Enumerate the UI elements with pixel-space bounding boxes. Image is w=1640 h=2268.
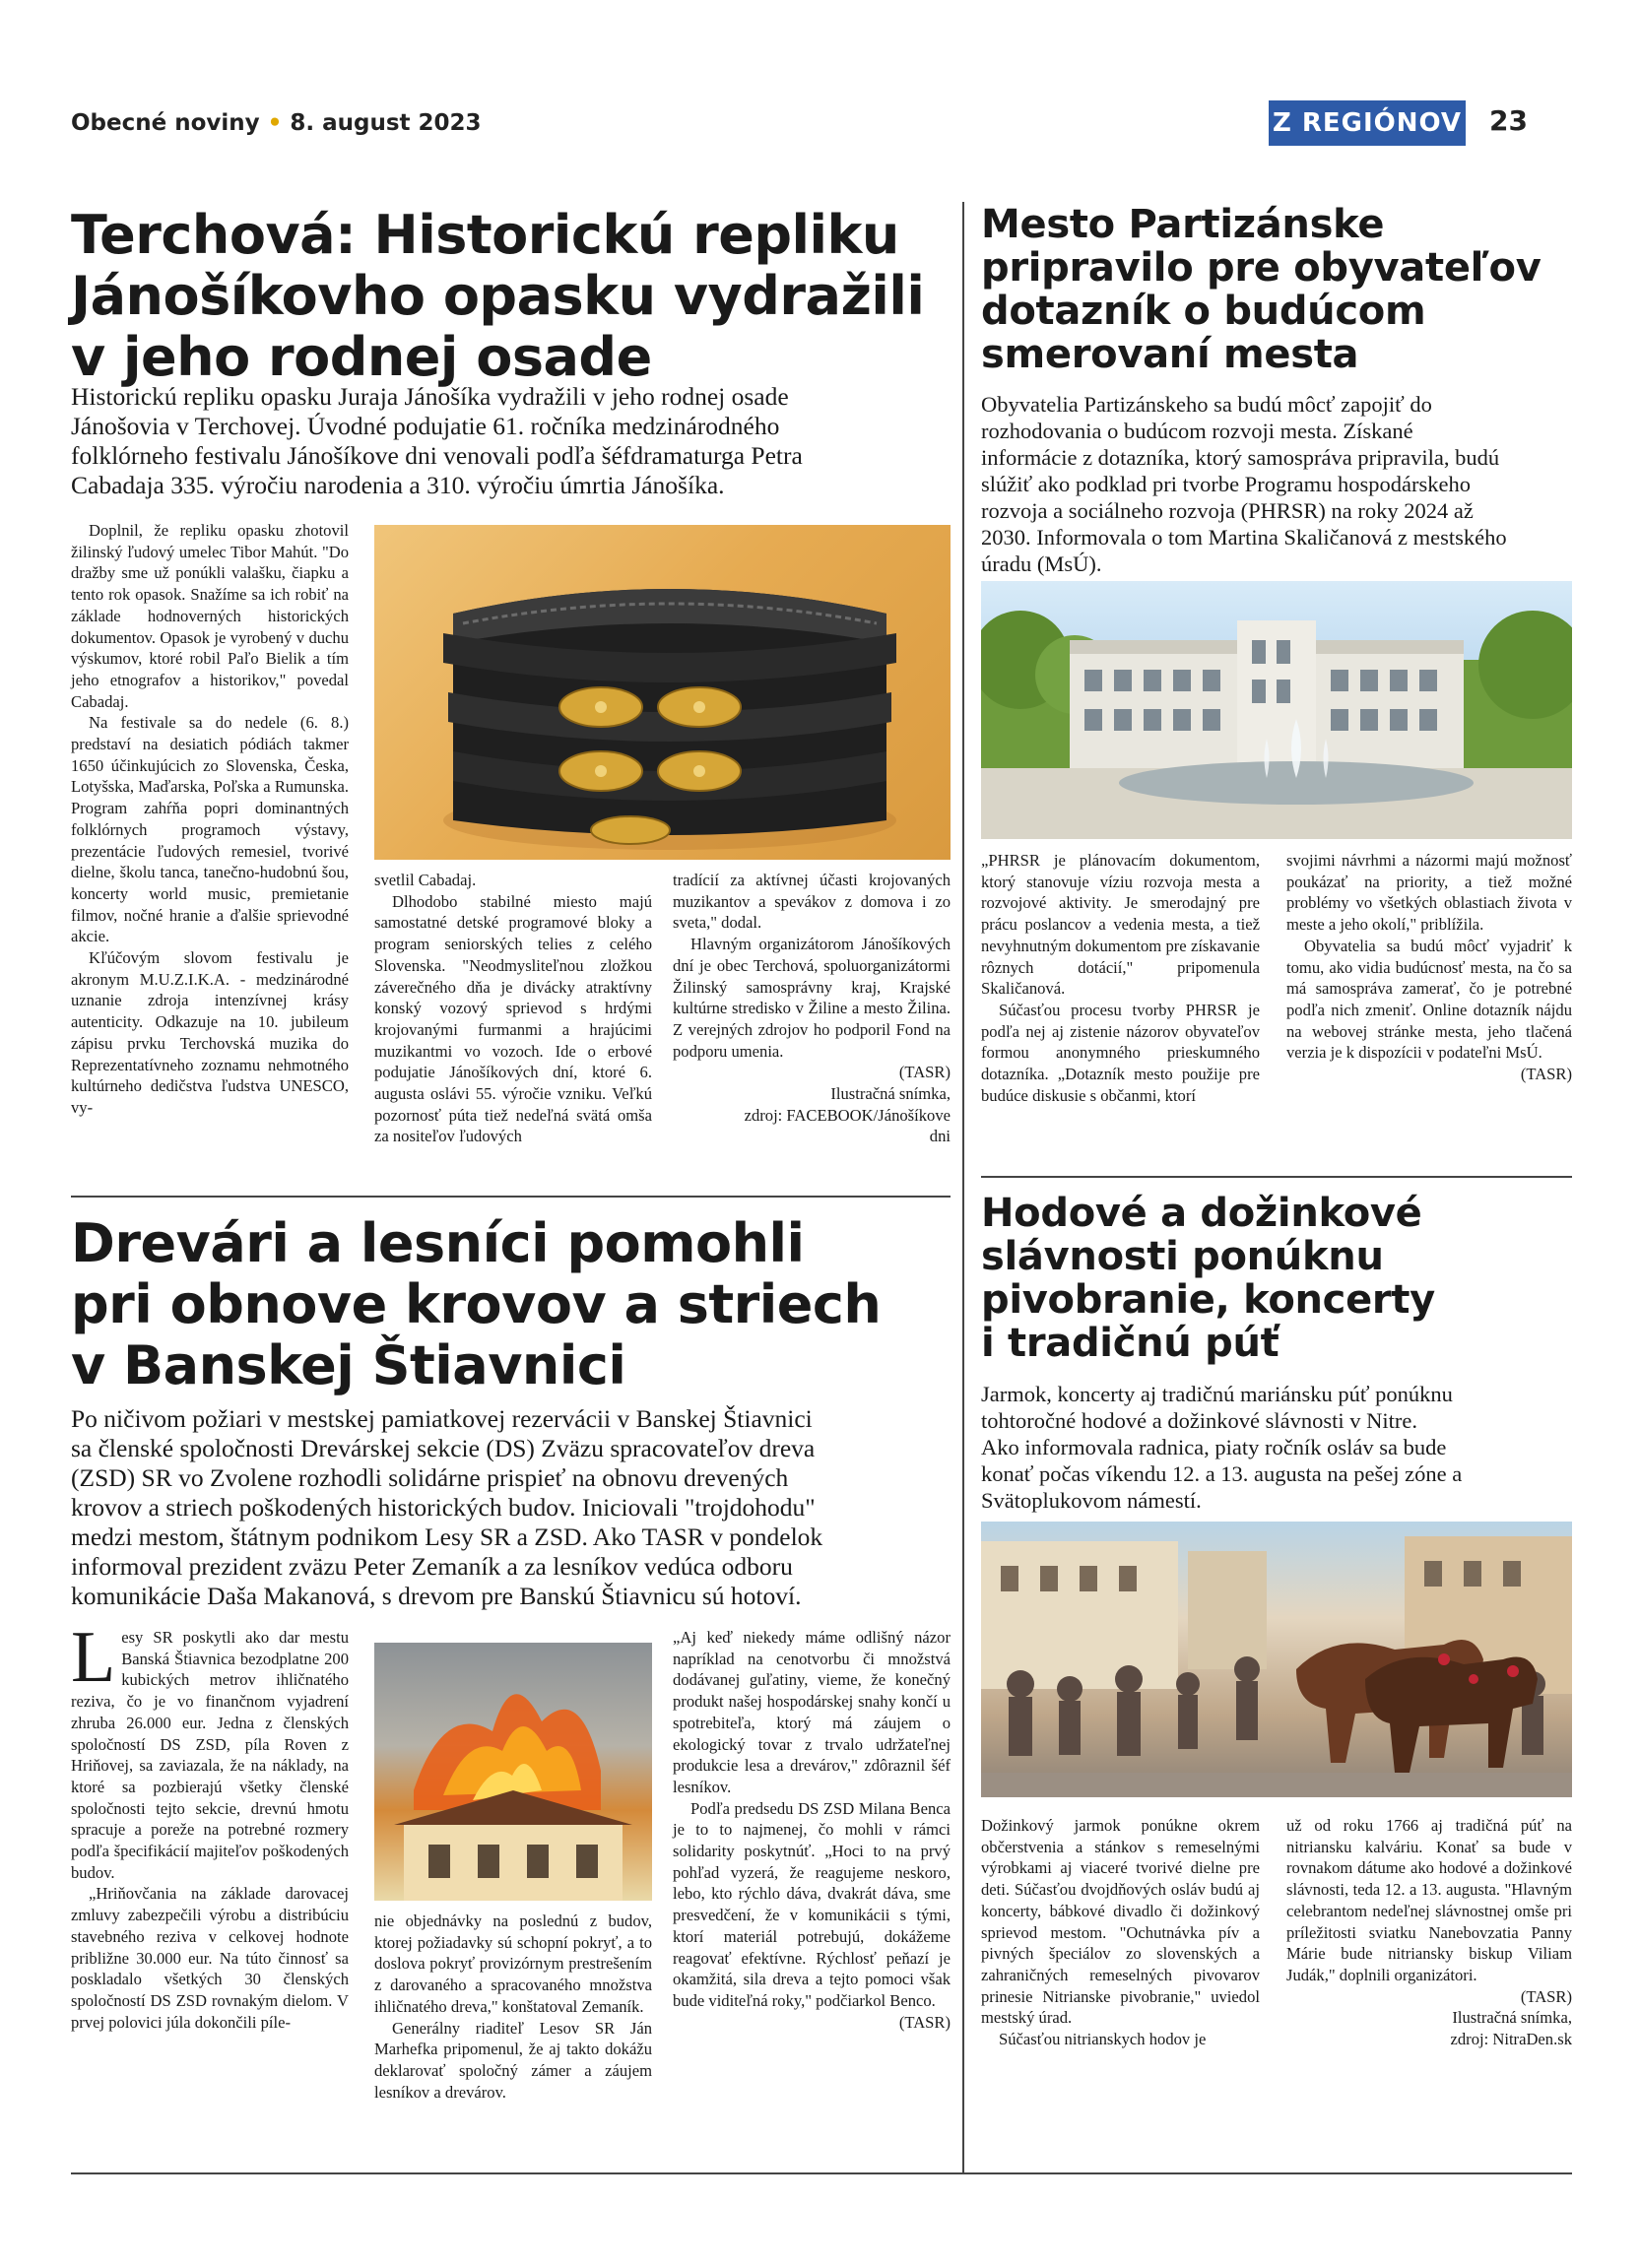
lead-line: (ZSD) SR vo Zvolene rozhodli solidárne prispieť na obnovu drevených	[71, 1463, 789, 1492]
lead-line: rozhodovania o budúcom rozvoji mesta. Získané	[981, 419, 1413, 443]
credit-line: Ilustračná snímka,	[1452, 2008, 1572, 2028]
lead-line: rozvoja a sociálneho rozvoja (PHRSR) na roky 2024 až	[981, 498, 1474, 523]
title-line: Mesto Partizánske	[981, 202, 1385, 247]
title-line: pripravilo pre obyvateľov	[981, 245, 1542, 291]
title-line: Drevári a lesníci pomohli	[71, 1212, 805, 1274]
page-number: 23	[1489, 104, 1528, 137]
lead-line: Jánošovia v Terchovej. Úvodné podujatie 61. ročníka medzinárodného	[71, 412, 780, 440]
paragraph: nie objednávky na poslednú z budov, ktorej požiadavky sú schopní pokryť, a to doslova pokryť provizórnym prestrešením z darovaného a spracovaného množstva ihličnatého dreva," konštatoval Zemaník.	[374, 1912, 652, 2016]
credit-line: Ilustračná snímka,	[830, 1084, 951, 1104]
title-line: pivobranie, koncerty	[981, 1277, 1435, 1323]
article-text-terchova-col2	[374, 870, 652, 1147]
paragraph: Dlhodobo stabilné miesto majú samostatné detské programové bloky a program seniorských telies z celého Slovenska. "Neodmysliteľnou zložkou záverečného dňa je divácky atraktívny konský vozový sprievod s hrdými krojovanými furmanmi a hrajúcimi muzikantmi vo vozoch. Ide o erbové podujatie Jánošíkových dní, ktoré 6. augusta oslávi 55. výročie vzniku. Veľkú pozornosť púta tiež nedeľná svätá omša za nositeľov ľudových	[374, 891, 652, 1146]
lead-line: konať počas víkendu 12. a 13. augusta na pešej zóne a	[981, 1461, 1463, 1486]
paragraph: tradícií za aktívnej účasti krojovaných muzikantov a spevákov z domova i zo sveta," dodal.	[673, 871, 951, 933]
column-divider	[962, 202, 964, 2174]
article-lead-nitra	[981, 1381, 1572, 1514]
city-hall-illustration	[981, 581, 1572, 839]
lead-line: Jarmok, koncerty aj tradičnú mariánsku púť ponúknu	[981, 1382, 1453, 1406]
credit-line: (TASR)	[1520, 1986, 1572, 2006]
credit-line: dni	[929, 1127, 951, 1146]
article-text-drevari-col3	[673, 1627, 951, 2033]
credit-line: (TASR)	[898, 1063, 951, 1082]
title-line: Hodové a dožinkové	[981, 1191, 1422, 1236]
article-title-nitra	[981, 1192, 1572, 1365]
section-divider-right	[981, 1176, 1572, 1178]
paragraph: Obyvatelia sa budú môcť vyjadriť k tomu, ako vidia budúcnosť mesta, na čo sa má samospráva zamerať, čo je potrebné podľa nich zmeniť. Online dotazník nájdu na webovej stránke mesta, jeho tlačená verzia je k dispozícii v podateľni MsÚ.	[1286, 936, 1572, 1063]
paragraph: Generálny riaditeľ Lesov SR Ján Marhefka pripomenul, že aj takto dokážu deklarovať spoločný zámer a záujem lesníkov a drevárov.	[374, 2018, 652, 2102]
drop-cap: L	[71, 1617, 116, 1698]
paragraph-text: esy SR poskytli ako dar mestu Banská Štiavnica bezodplatne 200 kubických metrov ihličnatého reziva, čo je vo finančnom vyjadrení zhruba 26.000 eur. Jedna z členských spoločností DS ZSD, píla Roven z Hriňovej, sa zaviazala, že na náklady, na ktoré sa pozbierajú všetky členské spoločnosti tejto sekcie, drevnú hmotu spracuje a poreže na potrebné rozmery podľa špecifikácií majiteľov poškodených budov.	[71, 1628, 349, 1882]
title-line: smerovaní mesta	[981, 332, 1359, 377]
article-text-nitra-col2	[1286, 1815, 1572, 2050]
lead-line: slúžiť ako podklad pri tvorbe Programu hospodárskeho	[981, 472, 1472, 496]
belt-photo	[374, 525, 951, 860]
lead-line: Historickú repliku opasku Juraja Jánošíka vydražili v jeho rodnej osade	[71, 382, 789, 411]
belt-illustration	[374, 525, 951, 860]
title-line: slávnosti ponúknu	[981, 1234, 1384, 1279]
lead-line: tohtoročné hodové a dožinkové slávnosti v Nitre.	[981, 1408, 1418, 1433]
city-hall-photo	[981, 581, 1572, 839]
horse-carriage-illustration	[981, 1522, 1572, 1797]
lead-line: komunikácie Daša Makanová, s drevom pre Banskú Štiavnicu sú hotoví.	[71, 1582, 802, 1610]
masthead	[71, 110, 482, 136]
credit-line: (TASR)	[1520, 1065, 1572, 1084]
paragraph: „Hriňovčania na základe darovacej zmluvy zabezpečili výrobu a distribúciu stavebného reziva v celkovej hodnote približne 30.000 eur. Na túto činnosť sa poskladalo všetkých 30 členských spoločností DS ZSD rovnakým dielom. V prvej polovici júla dokončili píle-	[71, 1884, 349, 2032]
lead-line: Cabadaja 335. výročiu narodenia a 310. výročiu úmrtia Jánošíka.	[71, 471, 725, 499]
paragraph: „PHRSR je plánovacím dokumentom, ktorý stanovuje víziu rozvoja mesta a rozvojové aktivity. Je smerodajný pre prácu poslancov a vedenia mesta, a tiež nevyhnutným dokumentom pre získavanie rôznych dotácií," pripomenula Skaličanová.	[981, 851, 1260, 999]
title-line: v Banskej Štiavnici	[71, 1334, 626, 1396]
paragraph: Doplnil, že repliku opasku zhotovil žilinský ľudový umelec Tibor Mahút. "Do dražby sme už ponúkli valašku, čiapku a tento rok opasok. Snažíme sa ich robiť na základe hodnoverných historických dokumentov. Opasok je vyrobený v duchu výskumov, ktoré robil Paľo Bielik a tím jeho etnografov a historikov," povedal Cabadaj.	[71, 521, 349, 711]
article-text-partizanske-col1	[981, 850, 1260, 1106]
title-line: Jánošíkovho opasku vydražili	[71, 265, 925, 327]
paragraph: Súčasťou procesu tvorby PHRSR je podľa nej aj zistenie názorov obyvateľov formou anonymného prieskumného dotazníka. „Dotazník mesto použije pre budúce diskusie s občanmi, ktorí	[981, 1000, 1260, 1105]
lead-line: folklórneho festivalu Jánošíkove dni venovali podľa šéfdramaturga Petra	[71, 441, 803, 470]
lead-line: medzi mestom, štátnym podnikom Lesy SR a ZSD. Ako TASR v pondelok	[71, 1523, 823, 1551]
title-line: dotazník o budúcom	[981, 289, 1426, 334]
separator-dot: •	[267, 110, 283, 136]
page-bottom-rule	[71, 2172, 1572, 2174]
paragraph: svojimi návrhmi a názormi majú možnosť poukázať na priority, a tiež možné problémy vo všetkých oblastiach života v meste a jeho okolí," priblížila.	[1286, 851, 1572, 935]
article-text-nitra-col1	[981, 1815, 1260, 2050]
paragraph: Kľúčovým slovom festivalu je akronym M.U.Z.I.K.A. - medzinárodné uznanie zdroja intenzívnej krásy autenticity. Odkazuje na 10. jubileum zápisu prvku Terchovská muzika do Reprezentatívneho zoznamu nehmotného kultúrneho dedičstva ľudstva UNESCO, vy-	[71, 948, 349, 1117]
title-line: pri obnove krovov a striech	[71, 1273, 882, 1335]
publication-name: Obecné noviny	[71, 110, 260, 136]
credit-line: zdroj: FACEBOOK/Jánošíkove	[744, 1105, 951, 1125]
lead-line: informácie z dotazníka, ktorý samospráva pripravila, budú	[981, 445, 1500, 470]
article-title-partizanske	[981, 203, 1572, 376]
title-line: v jeho rodnej osade	[71, 326, 652, 388]
paragraph: Podľa predsedu DS ZSD Milana Benca je to to najmenej, čo mohli v rámci solidarity poskytnúť. „Hoci to na prvý pohľad vyzerá, že reagujeme neskoro, lebo, kto rýchlo dáva, dvakrát dáva, sme presvedčení, že v komunikácii s tými, ktorí materiál potrebujú, dokážeme reagovať efektívne. Rýchlosť peňazí je okamžitá, sila dreva a tejto pomoci však bude viditeľná roky," podčiarkol Benco.	[673, 1798, 951, 2010]
paragraph: Súčasťou nitrianskych hodov je	[999, 2030, 1207, 2049]
paragraph: Na festivale sa do nedele (6. 8.) predstaví na desiatich pódiách takmer 1650 účinkujúcich zo Slovenska, Česka, Lotyšska, Maďarska, Poľska a Rumunska. Program zahŕňa popri dominantných folklórnych programoch výstavy, prezentácie ľudových remesiel, tvorivé dielne, školu tanca, tanečno-hudobnú šou, koncerty world music, premietanie filmov, nočné hranie a ďalšie sprievodné akcie.	[71, 713, 349, 946]
paragraph: už od roku 1766 aj tradičná púť na nitriansku kalváriu. Konať sa bude v rovnakom dátume ako hodové a dožinkové slávnosti, teda 12. a 13. augusta. "Hlavným celebrantom nedeľnej slávnostnej omše pri príležitosti sviatku Nanebovzatia Panny Márie bude nitriansky biskup Viliam Judák," doplnili organizátori.	[1286, 1816, 1572, 1984]
paragraph: svetlil Cabadaj.	[374, 871, 477, 889]
article-text-drevari-col2	[374, 1911, 652, 2103]
lead-line: 2030. Informovala o tom Martina Skaličanová z mestského	[981, 525, 1507, 550]
article-lead-terchova	[71, 382, 957, 500]
lead-line: úradu (MsÚ).	[981, 551, 1102, 576]
paragraph: „Aj keď niekedy máme odlišný názor napríklad na cenotvorbu či množstvá dodávanej guľatiny, vieme, že konečný produkt našej hospodárskej snahy končí u spotrebiteľa, ktorý má záujem o ekologický tovar z trvalo udržateľnej produkcie lesa a drevárov," zdôraznil šéf lesníkov.	[673, 1628, 951, 1796]
lead-line: Svätoplukovom námestí.	[981, 1488, 1202, 1513]
article-lead-drevari	[71, 1404, 957, 1611]
article-text-partizanske-col2	[1286, 850, 1572, 1085]
article-lead-partizanske	[981, 391, 1572, 577]
lead-line: Ako informovala radnica, piaty ročník osláv sa bude	[981, 1435, 1447, 1459]
title-line: Terchová: Historickú repliku	[71, 204, 899, 266]
fire-photo	[374, 1643, 652, 1901]
lead-line: sa členské spoločnosti Drevárskej sekcie (DS) Zväzu spracovateľov dreva	[71, 1434, 816, 1462]
paragraph: Dožinkový jarmok ponúkne okrem občerstvenia a stánkov s remeselnými výrobkami aj viaceré tvorivé dielne pre deti. Súčasťou dvojdňových osláv budú aj koncerty, bábkové divadlo či dožinkový sprievod mestom. "Ochutnávka pív a pivných špeciálov zo slovenských a zahraničných remeselných pivovarov prinesie Nitrianske pivobranie," uviedol mestský úrad.	[981, 1816, 1260, 2028]
fire-illustration	[374, 1643, 652, 1901]
article-title-terchova	[71, 205, 948, 388]
article-text-terchova-col1	[71, 520, 349, 1119]
article-text-drevari-col1	[71, 1617, 349, 2033]
paragraph: Hlavným organizátorom Jánošíkových dní je obec Terchová, spoluorganizátormi Žilinský samosprávny kraj, Krajské kultúrne stredisko v Žiline a mesto Žilina. Z verejných zdrojov ho podporil Fond na podporu umenia.	[673, 935, 951, 1061]
horse-carriage-photo	[981, 1522, 1572, 1797]
article-text-terchova-col3	[673, 870, 951, 1147]
lead-line: Po ničivom požiari v mestskej pamiatkovej rezervácii v Banskej Štiavnici	[71, 1404, 813, 1433]
lead-line: krovov a striech poškodených historických budov. Iniciovali "trojdohodu"	[71, 1493, 816, 1522]
lead-line: Obyvatelia Partizánskeho sa budú môcť zapojiť do	[981, 392, 1432, 417]
credit-line: (TASR)	[898, 2012, 951, 2032]
credit-line: zdroj: NitraDen.sk	[1450, 2030, 1572, 2049]
section-badge: Z REGIÓNOV	[1269, 100, 1466, 146]
title-line: i tradičnú púť	[981, 1321, 1279, 1366]
section-divider-left	[71, 1196, 951, 1198]
article-title-drevari	[71, 1213, 948, 1396]
lead-line: informoval prezident zväzu Peter Zemaník a za lesníkov vedúca odboru	[71, 1552, 793, 1581]
issue-date: 8. august 2023	[290, 110, 482, 136]
